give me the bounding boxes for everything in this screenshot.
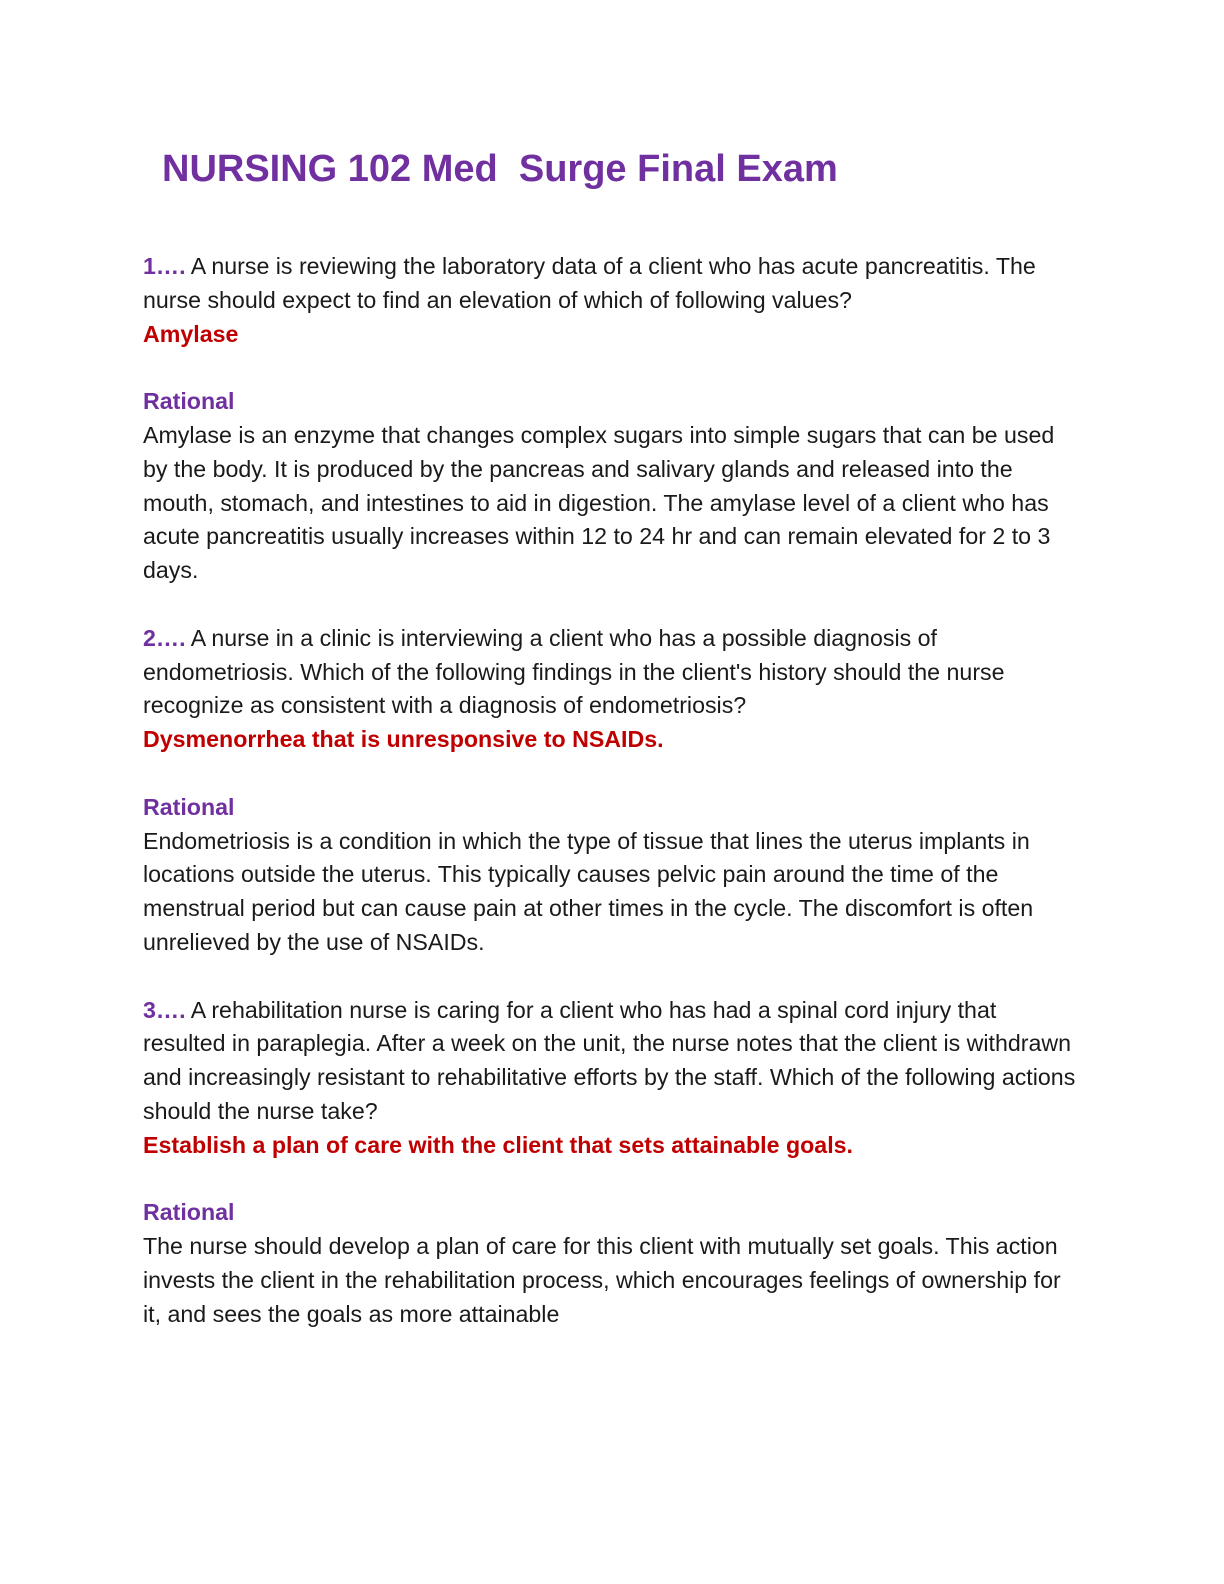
question-text: A nurse in a clinic is interviewing a client who has a possible diagnosis of endometriosis. Which of the following findings in the client's history should the nurse recognize as consistent with a diagnosis of endometriosis?: [143, 624, 1005, 719]
rational-label: Rational: [143, 793, 235, 820]
rational-block-2: [143, 791, 1083, 960]
spacer: [143, 351, 1083, 385]
rational-block-1: [143, 385, 1083, 588]
answer-text: Dysmenorrhea that is unresponsive to NSAIDs.: [143, 726, 664, 753]
question-block-2: [143, 622, 1083, 757]
rational-block-3: [143, 1196, 1083, 1331]
rational-label: Rational: [143, 388, 235, 415]
document-content: [143, 250, 1083, 1332]
answer-text: Establish a plan of care with the client that sets attainable goals.: [143, 1131, 853, 1158]
question-text: A nurse is reviewing the laboratory data of a client who has acute pancreatitis. The nurse should expect to find an elevation of which of following values?: [143, 253, 1036, 313]
answer-text: Amylase: [143, 320, 239, 347]
question-number: 3….: [143, 996, 186, 1023]
rational-label: Rational: [143, 1199, 235, 1226]
question-block-3: [143, 994, 1083, 1163]
spacer: [143, 588, 1083, 622]
question-block-1: [143, 250, 1083, 351]
rational-text: Amylase is an enzyme that changes complex sugars into simple sugars that can be used by the body. It is produced by the pancreas and salivary glands and released into the mouth, stomach, and intestines to aid in digestion. The amylase level of a client who has acute pancreatitis usually increases within 12 to 24 hr and can remain elevated for 2 to 3 days.: [143, 421, 1055, 584]
rational-text: Endometriosis is a condition in which the type of tissue that lines the uterus implants in locations outside the uterus. This typically causes pelvic pain around the time of the menstrual period but can cause pain at other times in the cycle. The discomfort is often unrelieved by the use of NSAIDs.: [143, 827, 1034, 955]
rational-text: The nurse should develop a plan of care for this client with mutually set goals. This action invests the client in the rehabilitation process, which encourages feelings of ownership for it, and sees the goals as more attainable: [143, 1233, 1061, 1327]
document-title: NURSING 102 Med Surge Final Exam: [162, 148, 838, 190]
spacer: [143, 757, 1083, 791]
spacer: [143, 1163, 1083, 1197]
question-number: 1….: [143, 253, 186, 279]
spacer: [143, 960, 1083, 994]
question-number: 2….: [143, 624, 186, 651]
question-text: A rehabilitation nurse is caring for a client who has had a spinal cord injury that resulted in paraplegia. After a week on the unit, the nurse notes that the client is withdrawn and increasingly resistant to rehabilitative efforts by the staff. Which of the following actions should the nurse take?: [143, 996, 1076, 1124]
